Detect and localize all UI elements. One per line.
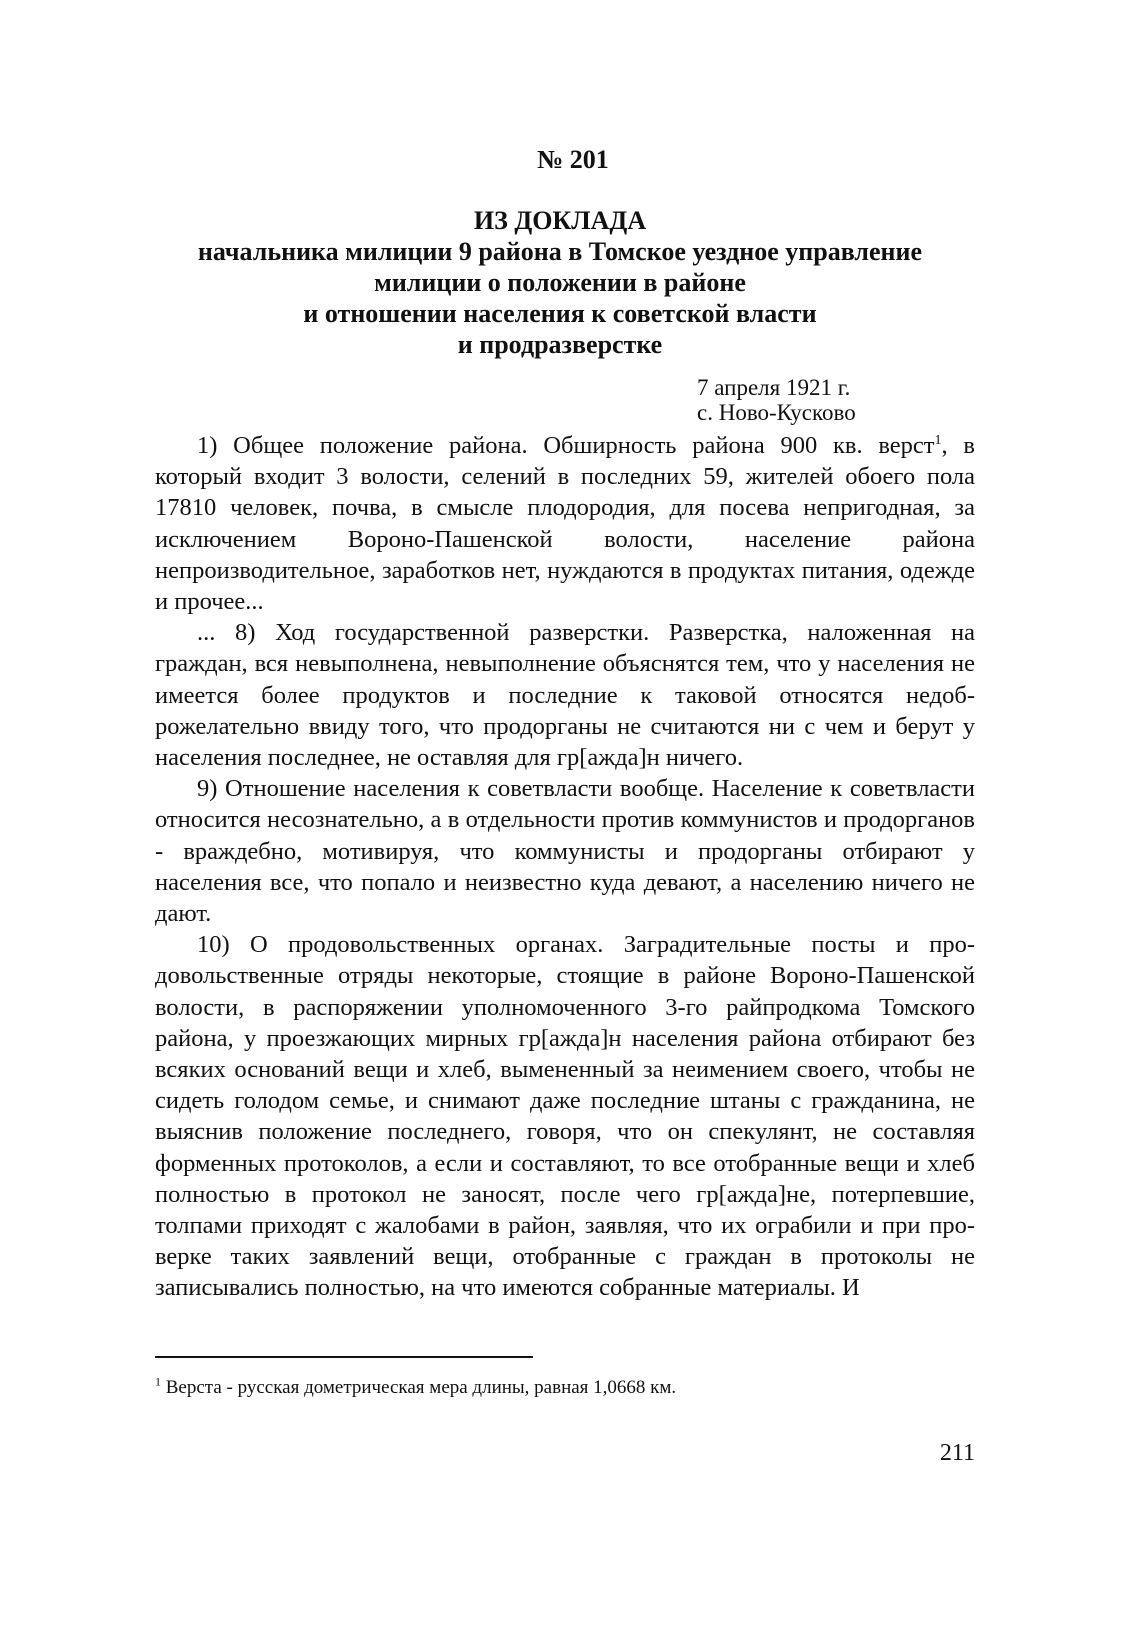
document-body [155,430,975,1304]
heading-line: и отношении населения к советской власти [303,299,817,328]
paragraph-8: ... 8) Ход государственной разверстки. Разверстка, наложенная на граждан, вся невыполнена, невыполнение объяснятся тем, что у населения не имеется более продуктов и последние к таковой относятся недоброжелательно ввиду того, что продорганы не считаются ни с чем и берут у населения последнее, не оставляя для гр[ажда]н ничего. [155,619,975,772]
footnote-reference[interactable]: 1 [934,432,942,448]
document-heading [150,205,970,360]
paragraph-9: 9) Отношение населения к советвласти вообще. Население к советвласти относится несознательно, а в отдельности против коммунистов и продорганов - враждебно, мотивируя, что коммунисты и продорганы отбирают у населения все, что попало и неизвестно куда девают, а населению ничего не дают. [155,775,975,928]
document-place: с. Ново-Кусково [697,400,856,425]
paragraph-1 [155,430,975,617]
document-date-place [697,375,856,425]
footnote [155,1376,975,1400]
heading-title: ИЗ ДОКЛАДА [473,206,647,235]
heading-line: начальника милиции 9 района в Томское уездное управление [197,237,923,266]
footnote-text: Верста - русская дометрическая мера длины, равная 1,0668 км. [161,1377,677,1398]
paragraph-1-text: 1) Общее положение района. Обширность района 900 кв. верст [197,432,935,459]
heading-line: и продразверстке [457,330,663,359]
footnote-divider [155,1356,533,1358]
paragraph-10: 10) О продовольственных органах. Заградительные посты и продовольственные отряды некоторые, стоящие в районе Вороно-Пашенской волости, в распоряжении уполномоченного 3-го райпродкома Томского района, у проезжающих мирных гр[ажда]н населения района отбирают без всяких оснований вещи и хлеб, вымененный за неимением своего, чтобы не сидеть голодом семье, и снимают даже последние штаны с гражданина, не выяснив положение последнего, говоря, что он спекулянт, не составляя форменных протоколов, а если и составляют, то все отобранные вещи и хлеб полностью в протокол не заносят, после чего гр[ажда]не, потерпевшие, толпами приходят с жалобами в район, заявляя, что их ограбили и при проверке таких заявлений вещи, отобранные с граждан в протоколы не записывались полностью, на что имеются собранные материалы. И [155,931,975,1302]
paragraph-1-text-cont: , в который входит 3 волости, селений в последних 59, жителей обоего пола 17810 человек, почва, в смысле плодородия, для посева непригодная, за исключением Вороно-Пашенской волости, население района непроизводительное, заработков нет, нуждаются в продуктах питания, одежде и прочее... [155,432,975,616]
page-number: 211 [939,1440,975,1466]
footnote-marker: 1 [155,1374,161,1389]
heading-line: милиции о положении в районе [374,268,746,297]
document-number: № 201 [537,145,609,174]
document-date: 7 апреля 1921 г. [697,375,851,400]
